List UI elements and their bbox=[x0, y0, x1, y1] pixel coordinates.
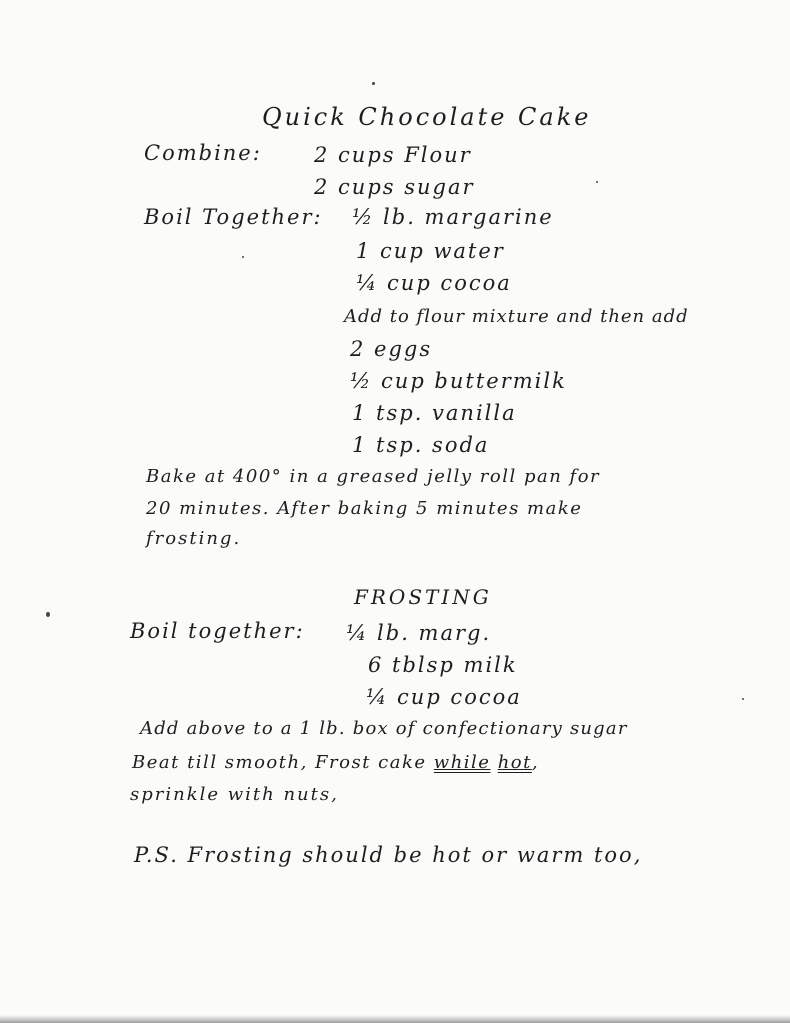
frosting-line-1: Add above to a 1 lb. box of confectionary sugar bbox=[140, 718, 628, 739]
scan-speck bbox=[596, 181, 598, 183]
scan-speck bbox=[242, 256, 244, 258]
bake-line-1: Bake at 400° in a greased jelly roll pan for bbox=[146, 466, 601, 487]
postscript: P.S. Frosting should be hot or warm too, bbox=[134, 843, 643, 867]
ingredient-vanilla: 1 tsp. vanilla bbox=[352, 401, 517, 425]
scan-speck bbox=[46, 612, 50, 617]
boil-label: Boil Together: bbox=[144, 205, 323, 229]
ingredient-flour: 2 cups Flour bbox=[314, 143, 472, 167]
ingredient-water: 1 cup water bbox=[356, 239, 505, 263]
ingredient-cocoa: ¼ cup cocoa bbox=[356, 271, 512, 295]
frosting-margarine: ¼ lb. marg. bbox=[346, 621, 492, 645]
combine-label: Combine: bbox=[144, 141, 262, 165]
frosting-line-2 bbox=[132, 750, 539, 776]
bake-line-3: frosting. bbox=[146, 528, 242, 549]
ingredient-soda: 1 tsp. soda bbox=[352, 433, 490, 457]
underlined-hot: hot bbox=[497, 752, 532, 773]
scan-speck bbox=[742, 698, 744, 700]
ingredient-sugar: 2 cups sugar bbox=[314, 175, 475, 199]
frosting-milk: 6 tblsp milk bbox=[368, 653, 518, 677]
frosting-boil-label: Boil together: bbox=[130, 619, 305, 643]
frosting-cocoa: ¼ cup cocoa bbox=[366, 685, 522, 709]
scan-speck bbox=[372, 82, 375, 85]
scan-bottom-edge bbox=[0, 1015, 790, 1023]
frosting-line-2-prefix: Beat till smooth, Frost cake bbox=[132, 752, 427, 773]
recipe-title: Quick Chocolate Cake bbox=[262, 103, 592, 131]
ingredient-margarine: ½ lb. margarine bbox=[352, 205, 554, 229]
frosting-line-2-suffix: , bbox=[531, 752, 540, 773]
frosting-line-3: sprinkle with nuts, bbox=[130, 784, 339, 805]
ingredient-eggs: 2 eggs bbox=[350, 337, 433, 361]
ingredient-buttermilk: ½ cup buttermilk bbox=[350, 369, 567, 393]
underlined-while: while bbox=[433, 752, 491, 773]
frosting-heading: FROSTING bbox=[354, 585, 492, 609]
bake-line-2: 20 minutes. After baking 5 minutes make bbox=[146, 498, 583, 519]
add-instruction: Add to flour mixture and then add bbox=[344, 306, 689, 327]
